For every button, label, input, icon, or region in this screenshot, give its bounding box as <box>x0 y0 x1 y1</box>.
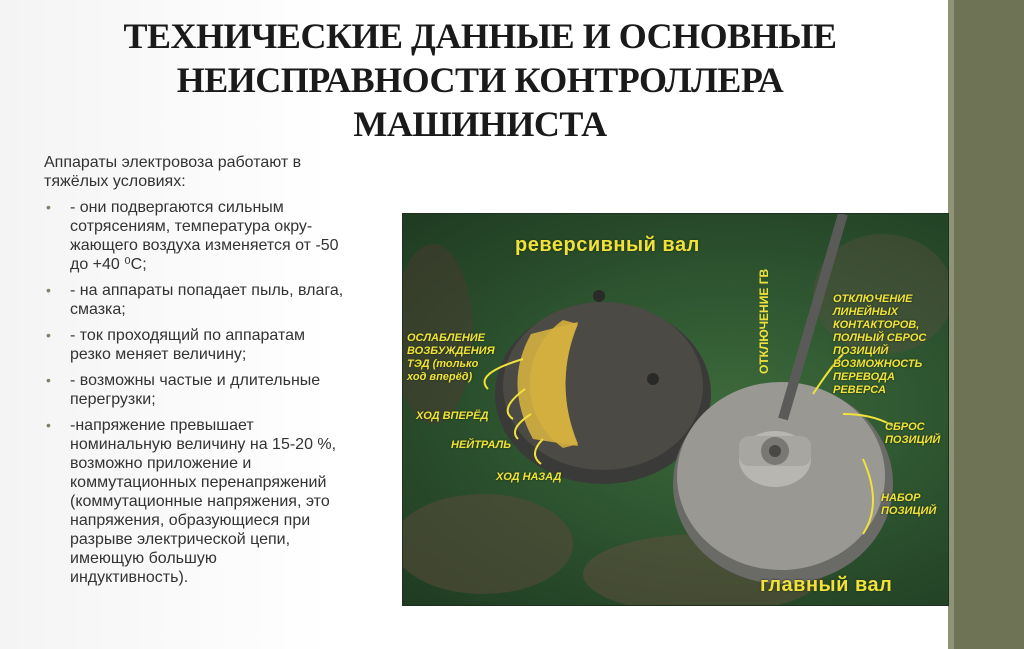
line-contactors-off-label: ОТКЛЮЧЕНИЕ ЛИНЕЙНЫХ КОНТАКТОРОВ, ПОЛНЫЙ СБРОС ПОЗИЦИЙ ВОЗМОЖНОСТЬ ПЕРЕВОДА РЕВЕРСА <box>833 293 927 396</box>
bullet-icon: • <box>46 282 51 298</box>
controller-photo <box>402 213 949 606</box>
list-item: • - они подвергаются сильным сотрясениям, температура окру- жающего воздуха изменяется от -50 до +40 ⁰С; <box>46 199 339 273</box>
reverse-shaft-label: реверсивный вал <box>515 234 700 256</box>
body-text <box>44 153 404 594</box>
bullet-icon: • <box>46 372 51 388</box>
intro-text: Аппараты электровоза работают в тяжёлых условиях: <box>44 154 302 190</box>
bullet-icon: • <box>46 199 51 215</box>
forward-label: ХОД ВПЕРЁД <box>416 410 489 422</box>
side-accent-bar <box>948 0 1024 649</box>
title-line-2: НЕИСПРАВНОСТИ КОНТРОЛЛЕРА <box>176 60 784 100</box>
reset-positions-label: СБРОС ПОЗИЦИЙ <box>885 421 941 446</box>
title-line-3: МАШИНИСТА <box>353 104 607 144</box>
neutral-label: НЕЙТРАЛЬ <box>451 439 511 451</box>
bullet-icon: • <box>46 327 51 343</box>
main-shaft-label: главный вал <box>760 574 893 596</box>
bullet-list <box>44 198 404 587</box>
list-item: • - возможны частые и длительные перегрузки; <box>46 372 321 408</box>
list-item: • - на аппараты попадает пыль, влага, смазка; <box>46 282 344 318</box>
list-item: • -напряжение превышает номинальную величину на 15-20 %, возможно приложение и коммутационных перенапряжений (коммутационные напряжения, это напряжения, образующиеся при разрыве электрической цепи, имеющую большую индуктивность). <box>46 417 337 586</box>
list-item: • - ток проходящий по аппаратам резко меняет величину; <box>46 327 306 363</box>
set-positions-label: НАБОР ПОЗИЦИЙ <box>881 492 937 517</box>
field-weakening-label: ОСЛАБЛЕНИЕ ВОЗБУЖДЕНИЯ ТЭД (только ход вперёд) <box>407 332 495 383</box>
gv-off-label: ОТКЛЮЧЕНИЕ ГВ <box>757 268 771 374</box>
bullet-icon: • <box>46 417 51 433</box>
slide-title <box>80 14 880 146</box>
backward-label: ХОД НАЗАД <box>496 471 562 483</box>
title-line-1: ТЕХНИЧЕСКИЕ ДАННЫЕ И ОСНОВНЫЕ <box>123 16 837 56</box>
